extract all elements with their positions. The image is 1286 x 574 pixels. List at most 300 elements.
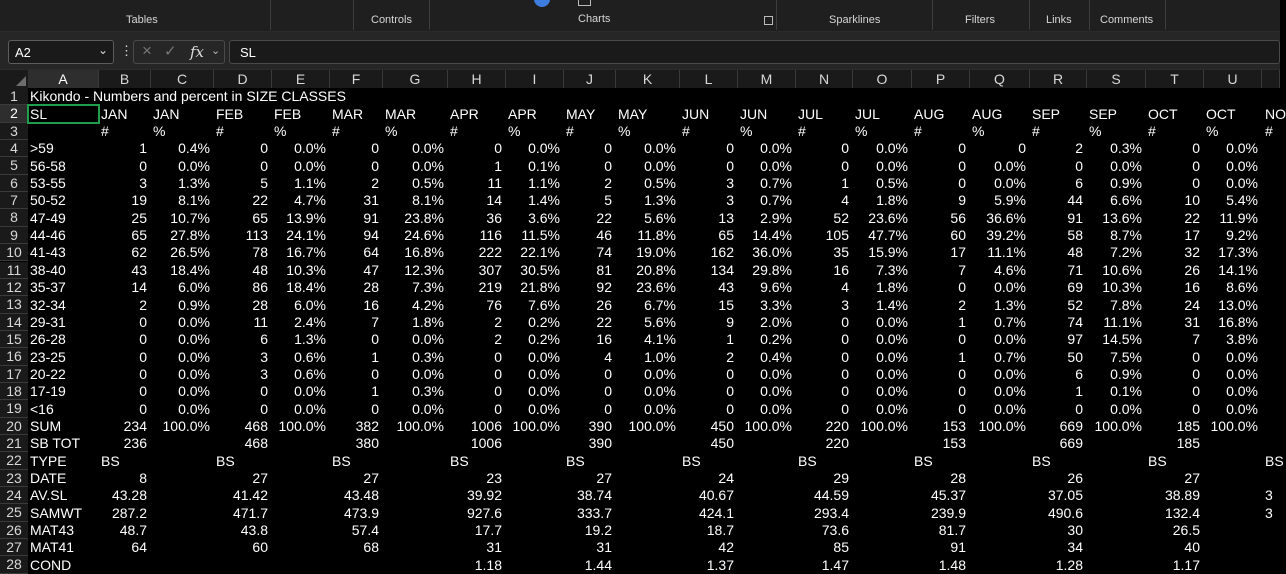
cell-f2[interactable]: MAR <box>332 105 364 122</box>
cell-h9[interactable]: 116 <box>479 227 502 244</box>
cell-h11[interactable]: 307 <box>478 261 502 278</box>
cell-b26[interactable]: 48.7 <box>119 522 147 539</box>
cell-d20[interactable]: 468 <box>244 417 268 434</box>
cell-overflow-25[interactable]: 3 <box>1265 504 1273 521</box>
cell-l14[interactable]: 9 <box>726 313 734 330</box>
row-header-3[interactable]: 3 <box>0 123 28 140</box>
cell-h4[interactable]: 0 <box>494 140 502 157</box>
cell-t23[interactable]: 27 <box>1184 470 1200 486</box>
cell-r16[interactable]: 50 <box>1067 348 1083 365</box>
cell-n23[interactable]: 29 <box>833 470 849 486</box>
cell-m20[interactable]: 100.0% <box>744 417 792 434</box>
cell-n6[interactable]: 1 <box>841 175 849 192</box>
cell-k2[interactable]: MAY <box>618 105 648 122</box>
column-header-h[interactable]: H <box>448 70 506 88</box>
cell-f6[interactable]: 2 <box>371 175 379 192</box>
cell-k13[interactable]: 6.7% <box>644 296 676 313</box>
cell-s3[interactable]: % <box>1089 123 1102 139</box>
cell-j16[interactable]: 4 <box>604 348 612 365</box>
cell-p20[interactable]: 153 <box>942 417 966 434</box>
column-header-o[interactable]: O <box>853 70 912 88</box>
cell-f3[interactable]: # <box>332 123 340 139</box>
cell-m6[interactable]: 0.7% <box>760 175 792 192</box>
cell-l27[interactable]: 42 <box>718 539 734 556</box>
cell-r3[interactable]: # <box>1032 123 1040 139</box>
cell-b8[interactable]: 25 <box>131 209 147 226</box>
insert-function-icon[interactable]: fx <box>190 43 205 61</box>
row-header-2[interactable]: 2 <box>0 105 28 122</box>
cell-b6[interactable]: 3 <box>139 175 147 192</box>
cell-r25[interactable]: 490.6 <box>1047 504 1083 521</box>
row-header-21[interactable]: 21 <box>0 435 28 452</box>
cell-j2[interactable]: MAY <box>566 105 596 122</box>
cell-i3[interactable]: % <box>508 123 521 139</box>
cell-p7[interactable]: 9 <box>958 192 966 209</box>
cell-u5[interactable]: 0.0% <box>1226 157 1258 174</box>
cell-o2[interactable]: JUL <box>855 105 880 122</box>
cell-m4[interactable]: 0.0% <box>760 140 792 157</box>
row-header-25[interactable]: 25 <box>0 504 28 521</box>
cell-g4[interactable]: 0.0% <box>412 140 444 157</box>
cell-a13[interactable]: 32-34 <box>30 296 66 313</box>
cell-g2[interactable]: MAR <box>385 105 417 122</box>
cell-c2[interactable]: JAN <box>153 105 180 122</box>
cell-b11[interactable]: 43 <box>131 261 147 278</box>
cell-d24[interactable]: 41.42 <box>232 487 268 504</box>
cell-d15[interactable]: 6 <box>260 331 268 348</box>
cell-n15[interactable]: 0 <box>841 331 849 348</box>
cell-t25[interactable]: 132.4 <box>1164 504 1200 521</box>
cell-d11[interactable]: 48 <box>252 261 268 278</box>
cell-b10[interactable]: 62 <box>131 244 147 261</box>
cell-b20[interactable]: 234 <box>123 417 147 434</box>
cell-s15[interactable]: 14.5% <box>1102 331 1142 348</box>
cell-g3[interactable]: % <box>385 123 398 139</box>
cell-b16[interactable]: 0 <box>139 348 147 365</box>
cell-i19[interactable]: 0.0% <box>528 400 560 417</box>
cell-m9[interactable]: 14.4% <box>752 227 792 244</box>
cell-r12[interactable]: 69 <box>1067 279 1083 296</box>
cell-g16[interactable]: 0.3% <box>412 348 444 365</box>
cell-d10[interactable]: 78 <box>252 244 268 261</box>
cell-i9[interactable]: 11.5% <box>521 227 560 244</box>
row-header-23[interactable]: 23 <box>0 470 28 487</box>
cell-u12[interactable]: 8.6% <box>1226 279 1258 296</box>
cell-g8[interactable]: 23.8% <box>404 209 444 226</box>
dialog-launcher-icon[interactable] <box>764 16 773 25</box>
cell-a12[interactable]: 35-37 <box>30 279 66 296</box>
cell-n3[interactable]: # <box>798 123 806 139</box>
cell-r10[interactable]: 48 <box>1067 244 1083 261</box>
cell-t20[interactable]: 185 <box>1176 417 1200 434</box>
cell-j11[interactable]: 81 <box>596 261 612 278</box>
cell-i8[interactable]: 3.6% <box>528 209 560 226</box>
cell-i18[interactable]: 0.0% <box>528 383 560 400</box>
cell-n20[interactable]: 220 <box>825 417 849 434</box>
cell-j28[interactable]: 1.44 <box>584 556 612 573</box>
cell-k14[interactable]: 5.6% <box>644 313 676 330</box>
column-header-d[interactable]: D <box>214 70 272 88</box>
cell-h10[interactable]: 222 <box>478 244 502 261</box>
cell-d4[interactable]: 0 <box>260 140 268 157</box>
cell-f5[interactable]: 0 <box>371 157 379 174</box>
cell-d23[interactable]: 27 <box>252 470 268 486</box>
cell-h25[interactable]: 927.6 <box>466 504 502 521</box>
cell-l6[interactable]: 3 <box>726 175 734 192</box>
cell-s9[interactable]: 8.7% <box>1110 227 1142 244</box>
column-header-n[interactable]: N <box>796 70 853 88</box>
cell-m2[interactable]: JUN <box>740 105 768 122</box>
cell-d17[interactable]: 3 <box>260 365 268 382</box>
cell-c11[interactable]: 18.4% <box>170 261 210 278</box>
cell-h17[interactable]: 0 <box>494 365 502 382</box>
cell-l2[interactable]: JUN <box>682 105 710 122</box>
cell-b25[interactable]: 287.2 <box>111 504 147 521</box>
cell-d3[interactable]: # <box>216 123 224 139</box>
cell-d2[interactable]: FEB <box>216 105 244 122</box>
cell-l19[interactable]: 0 <box>726 400 734 417</box>
cell-b27[interactable]: 64 <box>131 539 147 556</box>
column-header-b[interactable]: B <box>99 70 151 88</box>
cell-p26[interactable]: 81.7 <box>938 522 966 539</box>
column-header-g[interactable]: G <box>383 70 448 88</box>
cell-o8[interactable]: 23.6% <box>868 209 908 226</box>
cell-a24[interactable]: AV.SL <box>30 487 68 504</box>
cell-p28[interactable]: 1.48 <box>938 556 966 573</box>
cell-t6[interactable]: 0 <box>1192 175 1200 192</box>
cell-u15[interactable]: 3.8% <box>1226 331 1258 348</box>
cell-d7[interactable]: 22 <box>252 192 268 209</box>
chevron-down-icon[interactable]: ⌄ <box>211 45 221 57</box>
cell-n10[interactable]: 35 <box>833 244 849 261</box>
column-header-k[interactable]: K <box>616 70 680 88</box>
formula-input[interactable]: SL <box>229 40 1280 64</box>
cell-n24[interactable]: 44.59 <box>813 487 849 504</box>
cell-n19[interactable]: 0 <box>841 400 849 417</box>
cell-u16[interactable]: 0.0% <box>1226 348 1258 365</box>
cell-c13[interactable]: 0.9% <box>178 296 210 313</box>
cell-g13[interactable]: 4.2% <box>412 296 444 313</box>
cell-b23[interactable]: 8 <box>139 470 147 486</box>
cell-e15[interactable]: 1.3% <box>294 331 326 348</box>
cell-p6[interactable]: 0 <box>958 175 966 192</box>
cell-d16[interactable]: 3 <box>260 348 268 365</box>
cell-p24[interactable]: 45.37 <box>930 487 966 504</box>
cell-d13[interactable]: 28 <box>252 296 268 313</box>
cell-e16[interactable]: 0.6% <box>294 348 326 365</box>
cell-o13[interactable]: 1.4% <box>876 296 908 313</box>
cell-k18[interactable]: 0.0% <box>644 383 676 400</box>
cell-f16[interactable]: 1 <box>371 348 379 365</box>
cell-l13[interactable]: 15 <box>718 296 734 313</box>
cell-a25[interactable]: SAMWT <box>30 504 83 521</box>
cell-l26[interactable]: 18.7 <box>706 522 734 539</box>
cell-o17[interactable]: 0.0% <box>876 365 908 382</box>
cell-e12[interactable]: 18.4% <box>286 279 326 296</box>
cell-l4[interactable]: 0 <box>726 140 734 157</box>
cell-f21[interactable]: 380 <box>355 435 379 452</box>
cell-q2[interactable]: AUG <box>972 105 1003 122</box>
cell-a15[interactable]: 26-28 <box>30 331 66 348</box>
cell-c18[interactable]: 0.0% <box>178 383 210 400</box>
cell-n26[interactable]: 73.6 <box>821 522 849 539</box>
cell-f17[interactable]: 0 <box>371 365 379 382</box>
cell-o5[interactable]: 0.0% <box>876 157 908 174</box>
cell-a27[interactable]: MAT41 <box>30 539 75 556</box>
cell-p17[interactable]: 0 <box>958 365 966 382</box>
cell-o12[interactable]: 1.8% <box>876 279 908 296</box>
cell-i15[interactable]: 0.2% <box>528 331 560 348</box>
cell-d19[interactable]: 0 <box>260 400 268 417</box>
cell-p12[interactable]: 0 <box>958 279 966 296</box>
cell-l21[interactable]: 450 <box>710 435 734 452</box>
cell-d5[interactable]: 0 <box>260 157 268 174</box>
cell-k11[interactable]: 20.8% <box>636 261 676 278</box>
cell-o6[interactable]: 0.5% <box>876 175 908 192</box>
cell-p3[interactable]: # <box>914 123 922 139</box>
cell-h6[interactable]: 11 <box>487 175 502 192</box>
cell-s10[interactable]: 7.2% <box>1110 244 1142 261</box>
row-header-15[interactable]: 15 <box>0 331 28 348</box>
cell-i12[interactable]: 21.8% <box>520 279 560 296</box>
cell-c9[interactable]: 27.8% <box>170 227 210 244</box>
cell-o18[interactable]: 0.0% <box>876 383 908 400</box>
cell-e13[interactable]: 6.0% <box>294 296 326 313</box>
cell-a26[interactable]: MAT43 <box>30 522 75 539</box>
cell-p11[interactable]: 7 <box>958 261 966 278</box>
cell-p25[interactable]: 239.9 <box>930 504 966 521</box>
cell-l5[interactable]: 0 <box>726 157 734 174</box>
cell-a2[interactable]: SL <box>30 105 48 122</box>
column-header-partial[interactable] <box>1262 70 1280 88</box>
cell-h23[interactable]: 23 <box>486 470 502 486</box>
cell-q17[interactable]: 0.0% <box>994 365 1026 382</box>
cell-j21[interactable]: 390 <box>588 435 612 452</box>
cell-s11[interactable]: 10.6% <box>1102 261 1142 278</box>
cell-o4[interactable]: 0.0% <box>876 140 908 157</box>
cell-n4[interactable]: 0 <box>841 140 849 157</box>
cell-t4[interactable]: 0 <box>1192 140 1200 157</box>
cell-j17[interactable]: 0 <box>604 365 612 382</box>
cell-l22[interactable]: BS <box>682 452 701 469</box>
cell-h14[interactable]: 2 <box>494 313 502 330</box>
cell-p18[interactable]: 0 <box>958 383 966 400</box>
cancel-icon[interactable]: × <box>142 41 152 60</box>
cell-a6[interactable]: 53-55 <box>30 175 66 192</box>
cell-a1[interactable]: Kikondo - Numbers and percent in SIZE CLASSES <box>30 88 346 105</box>
cell-r13[interactable]: 52 <box>1067 296 1083 313</box>
cell-o10[interactable]: 15.9% <box>868 244 908 261</box>
cell-m8[interactable]: 2.9% <box>760 209 792 226</box>
cell-h18[interactable]: 0 <box>494 383 502 400</box>
cell-t10[interactable]: 32 <box>1184 244 1200 261</box>
cell-b22[interactable]: BS <box>101 452 120 469</box>
cell-b2[interactable]: JAN <box>101 105 128 122</box>
cell-k17[interactable]: 0.0% <box>644 365 676 382</box>
cell-m16[interactable]: 0.4% <box>760 348 792 365</box>
cell-t9[interactable]: 17 <box>1184 227 1200 244</box>
cell-j13[interactable]: 26 <box>596 296 612 313</box>
cell-d27[interactable]: 60 <box>252 539 268 556</box>
cell-h22[interactable]: BS <box>450 452 469 469</box>
cell-e2[interactable]: FEB <box>274 105 302 122</box>
cell-q7[interactable]: 5.9% <box>994 192 1026 209</box>
cell-b18[interactable]: 0 <box>139 383 147 400</box>
cell-overflow-24[interactable]: 3 <box>1265 487 1273 504</box>
cell-h3[interactable]: # <box>450 123 458 139</box>
cell-u8[interactable]: 11.9% <box>1219 209 1258 226</box>
cell-k4[interactable]: 0.0% <box>644 140 676 157</box>
row-header-26[interactable]: 26 <box>0 522 28 539</box>
cell-r15[interactable]: 97 <box>1067 331 1083 348</box>
cell-o15[interactable]: 0.0% <box>876 331 908 348</box>
name-box[interactable] <box>8 40 114 64</box>
cell-g6[interactable]: 0.5% <box>412 175 444 192</box>
cell-t12[interactable]: 16 <box>1184 279 1200 296</box>
cell-c14[interactable]: 0.0% <box>178 313 210 330</box>
cell-n12[interactable]: 4 <box>841 279 849 296</box>
cell-s17[interactable]: 0.9% <box>1110 365 1142 382</box>
cell-s2[interactable]: SEP <box>1089 105 1118 122</box>
cell-c15[interactable]: 0.0% <box>178 331 210 348</box>
cell-u3[interactable]: % <box>1206 123 1219 139</box>
cell-s20[interactable]: 100.0% <box>1094 417 1142 434</box>
cell-f25[interactable]: 473.9 <box>343 504 379 521</box>
cell-o20[interactable]: 100.0% <box>860 417 908 434</box>
cell-e20[interactable]: 100.0% <box>278 417 326 434</box>
cell-q4[interactable]: 0 <box>1018 140 1026 157</box>
cell-m7[interactable]: 0.7% <box>760 192 792 209</box>
cell-p21[interactable]: 153 <box>942 435 966 452</box>
cell-b12[interactable]: 14 <box>131 279 147 296</box>
cell-r5[interactable]: 0 <box>1075 157 1083 174</box>
column-header-u[interactable]: U <box>1204 70 1262 88</box>
cell-p22[interactable]: BS <box>914 452 933 469</box>
cell-h26[interactable]: 17.7 <box>474 522 502 539</box>
cell-m13[interactable]: 3.3% <box>760 296 792 313</box>
cell-o16[interactable]: 0.0% <box>876 348 908 365</box>
cell-k3[interactable]: % <box>618 123 631 139</box>
cell-r6[interactable]: 6 <box>1075 175 1083 192</box>
cell-c17[interactable]: 0.0% <box>178 365 210 382</box>
cell-q5[interactable]: 0.0% <box>994 157 1026 174</box>
cell-a11[interactable]: 38-40 <box>30 261 66 278</box>
cell-c10[interactable]: 26.5% <box>170 244 210 261</box>
cell-u20[interactable]: 100.0% <box>1210 417 1258 434</box>
cell-o7[interactable]: 1.8% <box>876 192 908 209</box>
cell-i7[interactable]: 1.4% <box>528 192 560 209</box>
cell-o11[interactable]: 7.3% <box>876 261 908 278</box>
cell-g14[interactable]: 1.8% <box>412 313 444 330</box>
cell-t8[interactable]: 22 <box>1184 209 1200 226</box>
cell-o3[interactable]: % <box>855 123 868 139</box>
cell-l17[interactable]: 0 <box>726 365 734 382</box>
cell-a14[interactable]: 29-31 <box>30 313 66 330</box>
cell-r7[interactable]: 44 <box>1067 192 1083 209</box>
column-header-i[interactable]: I <box>506 70 564 88</box>
cell-e9[interactable]: 24.1% <box>286 227 326 244</box>
cell-h20[interactable]: 1006 <box>470 417 502 434</box>
cell-t17[interactable]: 0 <box>1192 365 1200 382</box>
cell-i20[interactable]: 100.0% <box>512 417 560 434</box>
cell-h5[interactable]: 1 <box>494 157 502 174</box>
cell-n16[interactable]: 0 <box>841 348 849 365</box>
column-header-p[interactable]: P <box>912 70 970 88</box>
cell-m10[interactable]: 36.0% <box>752 244 792 261</box>
cell-j12[interactable]: 92 <box>596 279 612 296</box>
cell-e17[interactable]: 0.6% <box>294 365 326 382</box>
cell-u18[interactable]: 0.0% <box>1226 383 1258 400</box>
column-header-e[interactable]: E <box>272 70 330 88</box>
cell-c12[interactable]: 6.0% <box>178 279 210 296</box>
cell-d9[interactable]: 113 <box>245 227 268 244</box>
cell-f22[interactable]: BS <box>332 452 351 469</box>
cell-overflow-22[interactable]: BS <box>1265 452 1284 469</box>
cell-l10[interactable]: 162 <box>710 244 734 261</box>
cell-j4[interactable]: 0 <box>604 140 612 157</box>
cell-b3[interactable]: # <box>101 123 109 139</box>
cell-k10[interactable]: 19.0% <box>636 244 676 261</box>
cell-j26[interactable]: 19.2 <box>584 522 612 539</box>
cell-n8[interactable]: 52 <box>833 209 849 226</box>
cell-u4[interactable]: 0.0% <box>1226 140 1258 157</box>
row-header-13[interactable]: 13 <box>0 296 28 313</box>
cell-u13[interactable]: 13.0% <box>1218 296 1258 313</box>
cell-s19[interactable]: 0.0% <box>1110 400 1142 417</box>
cell-n5[interactable]: 0 <box>841 157 849 174</box>
row-header-18[interactable]: 18 <box>0 383 28 400</box>
cell-r22[interactable]: BS <box>1032 452 1051 469</box>
cell-r18[interactable]: 1 <box>1075 383 1083 400</box>
cell-m12[interactable]: 9.6% <box>760 279 792 296</box>
cell-f24[interactable]: 43.48 <box>343 487 379 504</box>
cell-q20[interactable]: 100.0% <box>978 417 1026 434</box>
cell-m3[interactable]: % <box>740 123 753 139</box>
cell-t27[interactable]: 40 <box>1184 539 1200 556</box>
cell-n27[interactable]: 85 <box>833 539 849 556</box>
row-header-1[interactable]: 1 <box>0 88 28 105</box>
cell-n14[interactable]: 0 <box>841 313 849 330</box>
cell-m15[interactable]: 0.2% <box>760 331 792 348</box>
cell-k5[interactable]: 0.0% <box>644 157 676 174</box>
cell-e5[interactable]: 0.0% <box>294 157 326 174</box>
cell-p10[interactable]: 17 <box>950 244 966 261</box>
cell-e4[interactable]: 0.0% <box>294 140 326 157</box>
cell-p5[interactable]: 0 <box>958 157 966 174</box>
cell-b21[interactable]: 236 <box>123 435 147 452</box>
cell-h28[interactable]: 1.18 <box>474 556 502 573</box>
cell-r28[interactable]: 1.28 <box>1055 556 1083 573</box>
cell-t2[interactable]: OCT <box>1148 105 1178 122</box>
cell-o19[interactable]: 0.0% <box>876 400 908 417</box>
row-header-22[interactable]: 22 <box>0 452 28 469</box>
cell-h2[interactable]: APR <box>450 105 479 122</box>
cell-q14[interactable]: 0.7% <box>994 313 1026 330</box>
cell-p15[interactable]: 0 <box>958 331 966 348</box>
cell-f20[interactable]: 382 <box>355 417 379 434</box>
cell-r24[interactable]: 37.05 <box>1047 487 1083 504</box>
cell-s16[interactable]: 7.5% <box>1110 348 1142 365</box>
row-header-24[interactable]: 24 <box>0 487 28 504</box>
cell-j27[interactable]: 31 <box>596 539 612 556</box>
cell-l3[interactable]: # <box>682 123 690 139</box>
cell-e7[interactable]: 4.7% <box>294 192 326 209</box>
cell-d14[interactable]: 11 <box>253 313 268 330</box>
row-header-17[interactable]: 17 <box>0 366 28 383</box>
cell-i17[interactable]: 0.0% <box>528 365 560 382</box>
form-control-icon[interactable] <box>534 0 550 7</box>
cell-i2[interactable]: APR <box>508 105 537 122</box>
